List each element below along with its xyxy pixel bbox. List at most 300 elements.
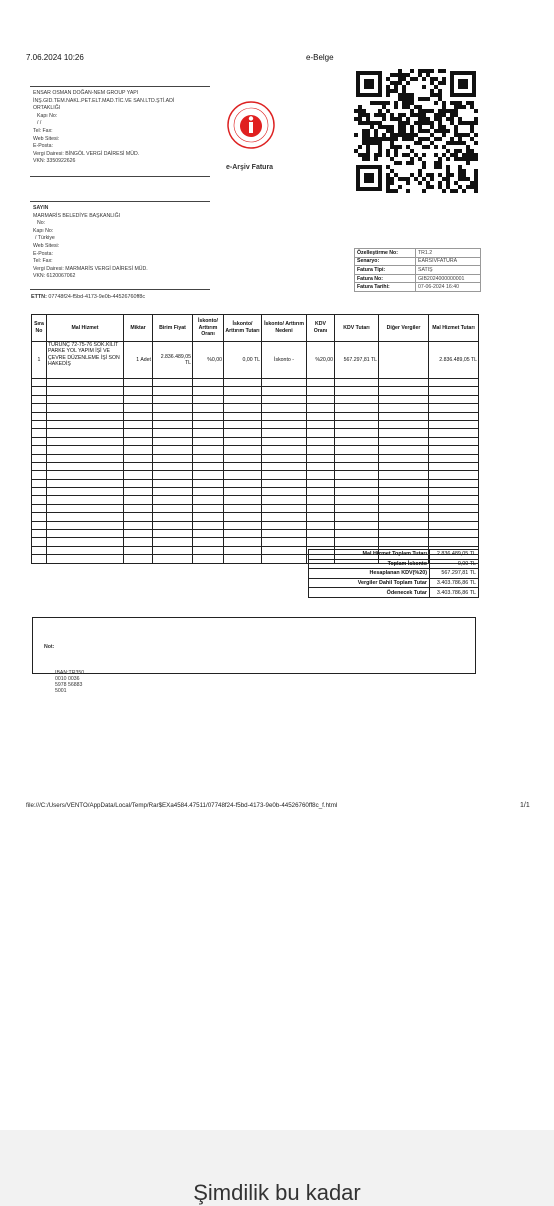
meta-value: SATIŞ xyxy=(416,266,481,275)
empty-table-row xyxy=(32,471,479,479)
empty-cell xyxy=(224,521,262,529)
seller-name-line2: İNŞ.GID.TEM.NAKL.PET.ELT.MAD.TİC.VE SAN.LTD.ŞTİ.ADİ xyxy=(33,97,175,104)
empty-cell xyxy=(379,530,429,538)
empty-cell xyxy=(224,504,262,512)
empty-cell xyxy=(153,420,193,428)
empty-cell xyxy=(429,488,479,496)
totals-key: Toplam İskonto xyxy=(309,559,430,569)
empty-cell xyxy=(47,420,124,428)
col-header-birim-fiyat: Birim Fiyat xyxy=(153,315,193,342)
empty-cell xyxy=(429,462,479,470)
empty-table-row xyxy=(32,429,479,437)
empty-cell xyxy=(124,446,153,454)
seller-eposta: E-Posta: xyxy=(33,143,53,150)
empty-cell xyxy=(32,437,47,445)
cell-birim-fiyat: 2.836.489,05 TL xyxy=(153,342,193,379)
empty-cell xyxy=(379,513,429,521)
empty-cell xyxy=(32,387,47,395)
empty-cell xyxy=(335,479,379,487)
empty-cell xyxy=(124,437,153,445)
empty-cell xyxy=(32,446,47,454)
empty-cell xyxy=(153,412,193,420)
totals-row xyxy=(309,569,479,579)
empty-cell xyxy=(32,471,47,479)
empty-cell xyxy=(335,379,379,387)
empty-cell xyxy=(429,420,479,428)
divider xyxy=(30,176,210,177)
empty-cell xyxy=(262,504,307,512)
empty-cell xyxy=(335,521,379,529)
empty-cell xyxy=(153,446,193,454)
empty-cell xyxy=(193,521,224,529)
empty-cell xyxy=(47,437,124,445)
empty-cell xyxy=(124,555,153,563)
empty-cell xyxy=(224,513,262,521)
empty-cell xyxy=(47,504,124,512)
col-header-diger-vergiler: Diğer Vergiler xyxy=(379,315,429,342)
meta-row xyxy=(355,249,481,258)
empty-cell xyxy=(307,471,335,479)
empty-cell xyxy=(335,488,379,496)
empty-cell xyxy=(153,462,193,470)
empty-cell xyxy=(32,504,47,512)
empty-cell xyxy=(335,429,379,437)
empty-cell xyxy=(47,471,124,479)
empty-cell xyxy=(224,555,262,563)
meta-row xyxy=(355,283,481,292)
empty-cell xyxy=(429,429,479,437)
empty-cell xyxy=(47,395,124,403)
empty-cell xyxy=(153,496,193,504)
empty-cell xyxy=(262,387,307,395)
empty-cell xyxy=(307,404,335,412)
empty-cell xyxy=(124,513,153,521)
cell-sira: 1 xyxy=(32,342,47,379)
empty-cell xyxy=(429,496,479,504)
empty-cell xyxy=(379,446,429,454)
empty-cell xyxy=(32,462,47,470)
totals-row xyxy=(309,578,479,588)
items-table xyxy=(31,314,479,564)
cell-miktar: 1 Adet xyxy=(124,342,153,379)
invoice-meta-table xyxy=(354,248,481,292)
empty-cell xyxy=(262,471,307,479)
empty-cell xyxy=(47,429,124,437)
seller-name-line3: ORTAKLIĞI xyxy=(33,105,61,112)
empty-cell xyxy=(193,412,224,420)
empty-cell xyxy=(224,446,262,454)
empty-cell xyxy=(124,412,153,420)
note-label: Not: xyxy=(44,644,55,650)
empty-cell xyxy=(224,471,262,479)
totals-value: 2.836.489,05 TL xyxy=(430,550,479,560)
empty-cell xyxy=(429,387,479,395)
empty-cell xyxy=(47,555,124,563)
empty-cell xyxy=(429,513,479,521)
seller-info xyxy=(33,90,223,166)
empty-table-row xyxy=(32,513,479,521)
empty-cell xyxy=(335,412,379,420)
divider xyxy=(30,289,210,290)
empty-cell xyxy=(262,530,307,538)
empty-cell xyxy=(32,454,47,462)
seller-vkn: VKN: 3350922626 xyxy=(33,158,76,165)
ettn-value: 07748f24-f5bd-4173-9e0b-44526760ff8c xyxy=(48,294,146,300)
totals-value: 0,00 TL xyxy=(430,559,479,569)
empty-cell xyxy=(32,379,47,387)
empty-cell xyxy=(224,538,262,546)
empty-cell xyxy=(379,479,429,487)
empty-cell xyxy=(307,420,335,428)
empty-cell xyxy=(307,454,335,462)
empty-cell xyxy=(193,404,224,412)
buyer-kapi-no: Kapı No: xyxy=(33,227,54,234)
empty-cell xyxy=(379,387,429,395)
note-box xyxy=(32,617,476,694)
empty-cell xyxy=(153,387,193,395)
empty-table-row xyxy=(32,538,479,546)
divider xyxy=(30,86,210,87)
empty-cell xyxy=(47,530,124,538)
empty-cell xyxy=(153,429,193,437)
empty-cell xyxy=(193,538,224,546)
buyer-vergi-dairesi: Vergi Dairesi: MARMARİS VERGİ DAİRESİ MÜD. xyxy=(33,265,148,272)
empty-cell xyxy=(335,395,379,403)
empty-cell xyxy=(47,412,124,420)
empty-cell xyxy=(307,488,335,496)
empty-cell xyxy=(193,530,224,538)
empty-cell xyxy=(262,446,307,454)
col-header-mal-hizmet: Mal Hizmet xyxy=(47,315,124,342)
empty-cell xyxy=(193,379,224,387)
meta-value: GIB2024000000001 xyxy=(416,274,481,283)
seller-kapi-no: Kapı No: xyxy=(37,112,58,119)
col-header-mal-hizmet-tutari: Mal Hizmet Tutarı xyxy=(429,315,479,342)
empty-cell xyxy=(262,496,307,504)
empty-cell xyxy=(124,504,153,512)
empty-cell xyxy=(379,429,429,437)
empty-cell xyxy=(32,395,47,403)
empty-cell xyxy=(224,530,262,538)
empty-cell xyxy=(262,395,307,403)
empty-cell xyxy=(124,488,153,496)
empty-cell xyxy=(32,530,47,538)
empty-cell xyxy=(429,521,479,529)
cell-iskonto-nedeni: İskonto - xyxy=(262,342,307,379)
empty-cell xyxy=(47,387,124,395)
empty-cell xyxy=(193,488,224,496)
buyer-info xyxy=(33,205,233,281)
empty-cell xyxy=(379,538,429,546)
buyer-sayin: SAYIN xyxy=(33,205,49,211)
empty-cell xyxy=(307,379,335,387)
empty-cell xyxy=(262,513,307,521)
empty-cell xyxy=(47,488,124,496)
empty-cell xyxy=(124,404,153,412)
empty-cell xyxy=(124,538,153,546)
empty-cell xyxy=(262,420,307,428)
empty-cell xyxy=(193,429,224,437)
empty-table-row xyxy=(32,521,479,529)
meta-value: 07-06-2024 16:40 xyxy=(416,283,481,292)
empty-cell xyxy=(262,546,307,554)
empty-cell xyxy=(307,521,335,529)
cell-kdv-tutari: 567.297,81 TL xyxy=(335,342,379,379)
empty-cell xyxy=(335,513,379,521)
empty-cell xyxy=(193,471,224,479)
footer-file-path: file:///C:/Users/VENTO/AppData/Local/Temp/Rar$EXa4584.47511/07748f24-f5bd-4173-9e0b-44526760ff8c_f.html xyxy=(26,802,338,809)
empty-cell xyxy=(224,479,262,487)
empty-cell xyxy=(307,496,335,504)
totals-row xyxy=(309,588,479,598)
empty-cell xyxy=(224,429,262,437)
empty-cell xyxy=(193,462,224,470)
totals-value: 3.403.786,86 TL xyxy=(430,578,479,588)
empty-cell xyxy=(47,462,124,470)
empty-cell xyxy=(32,513,47,521)
divider xyxy=(30,201,210,202)
empty-cell xyxy=(307,504,335,512)
ettn-label: ETTN: xyxy=(31,294,47,300)
empty-cell xyxy=(193,420,224,428)
document-title: e-Belge xyxy=(306,53,334,62)
empty-cell xyxy=(124,429,153,437)
qr-code xyxy=(354,69,478,193)
meta-row xyxy=(355,274,481,283)
empty-table-row xyxy=(32,412,479,420)
buyer-country: / Türkiye xyxy=(35,235,55,242)
empty-cell xyxy=(335,538,379,546)
empty-cell xyxy=(153,437,193,445)
empty-cell xyxy=(224,437,262,445)
empty-cell xyxy=(224,395,262,403)
cell-iskonto-tutari: 0,00 TL xyxy=(224,342,262,379)
empty-cell xyxy=(224,420,262,428)
cell-mal-hizmet: TURUNÇ 72-75-76 SOK.KİLİT PARKE YOL YAPIM İŞİ VE ÇEVRE DÜZENLEME İŞİ SON HAKEDİŞ xyxy=(47,342,124,379)
empty-cell xyxy=(262,462,307,470)
empty-cell xyxy=(32,538,47,546)
empty-cell xyxy=(429,530,479,538)
totals-table xyxy=(308,549,479,598)
empty-cell xyxy=(32,420,47,428)
cell-iskonto-orani: %0,00 xyxy=(193,342,224,379)
empty-cell xyxy=(193,387,224,395)
meta-value: EARSIVFATURA xyxy=(416,257,481,266)
empty-cell xyxy=(224,496,262,504)
empty-cell xyxy=(153,488,193,496)
empty-cell xyxy=(429,412,479,420)
empty-cell xyxy=(262,412,307,420)
empty-cell xyxy=(224,387,262,395)
empty-cell xyxy=(193,555,224,563)
empty-cell xyxy=(224,454,262,462)
empty-table-row xyxy=(32,462,479,470)
meta-key: Fatura Tarihi: xyxy=(355,283,416,292)
empty-cell xyxy=(47,521,124,529)
empty-table-row xyxy=(32,504,479,512)
empty-cell xyxy=(224,462,262,470)
meta-key: Senaryo: xyxy=(355,257,416,266)
empty-cell xyxy=(124,454,153,462)
logo-title: e-Arşiv Fatura xyxy=(226,164,274,171)
empty-cell xyxy=(193,446,224,454)
meta-value: TR1.2 xyxy=(416,249,481,258)
empty-cell xyxy=(193,513,224,521)
empty-cell xyxy=(47,454,124,462)
empty-cell xyxy=(32,521,47,529)
empty-cell xyxy=(307,437,335,445)
empty-cell xyxy=(379,504,429,512)
empty-cell xyxy=(335,496,379,504)
empty-cell xyxy=(153,513,193,521)
empty-cell xyxy=(124,387,153,395)
empty-table-row xyxy=(32,404,479,412)
empty-cell xyxy=(262,437,307,445)
totals-key: Mal Hizmet Toplam Tutarı xyxy=(309,550,430,560)
seller-name-line1: ENSAR OSMAN DOĞAN-NEM GROUP YAPI xyxy=(33,90,139,96)
items-header-row xyxy=(32,315,479,342)
empty-cell xyxy=(32,429,47,437)
empty-cell xyxy=(335,462,379,470)
empty-cell xyxy=(429,395,479,403)
empty-cell xyxy=(193,437,224,445)
empty-cell xyxy=(153,555,193,563)
empty-cell xyxy=(153,395,193,403)
col-header-kdv-orani: KDV Oranı xyxy=(307,315,335,342)
empty-table-row xyxy=(32,437,479,445)
empty-cell xyxy=(379,462,429,470)
empty-cell xyxy=(124,420,153,428)
empty-cell xyxy=(335,530,379,538)
ettn xyxy=(31,294,145,300)
empty-cell xyxy=(262,521,307,529)
col-header-miktar: Miktar xyxy=(124,315,153,342)
empty-cell xyxy=(335,454,379,462)
empty-cell xyxy=(429,446,479,454)
empty-cell xyxy=(262,488,307,496)
empty-cell xyxy=(47,513,124,521)
empty-cell xyxy=(124,471,153,479)
empty-cell xyxy=(32,404,47,412)
note-text: IBAN:TR350 0010 0036 5978 56883 5001 xyxy=(55,670,85,694)
empty-cell xyxy=(47,546,124,554)
empty-cell xyxy=(124,479,153,487)
empty-cell xyxy=(47,496,124,504)
totals-value: 3.403.786,86 TL xyxy=(430,588,479,598)
empty-cell xyxy=(124,530,153,538)
empty-cell xyxy=(153,504,193,512)
empty-cell xyxy=(307,387,335,395)
empty-cell xyxy=(335,387,379,395)
meta-key: Fatura No: xyxy=(355,274,416,283)
empty-cell xyxy=(262,404,307,412)
empty-cell xyxy=(193,546,224,554)
empty-cell xyxy=(224,379,262,387)
empty-cell xyxy=(307,538,335,546)
empty-cell xyxy=(193,504,224,512)
meta-key: Fatura Tipi: xyxy=(355,266,416,275)
empty-cell xyxy=(429,538,479,546)
empty-cell xyxy=(47,379,124,387)
empty-cell xyxy=(124,496,153,504)
table-row xyxy=(32,342,479,379)
empty-cell xyxy=(379,521,429,529)
empty-cell xyxy=(429,471,479,479)
empty-cell xyxy=(379,420,429,428)
empty-cell xyxy=(307,530,335,538)
seller-slash: / / xyxy=(37,120,42,127)
totals-key: Vergiler Dahil Toplam Tutar xyxy=(309,578,430,588)
empty-cell xyxy=(379,437,429,445)
empty-cell xyxy=(124,379,153,387)
note xyxy=(44,644,85,694)
bottom-caption: Şimdilik bu kadar xyxy=(193,1180,361,1205)
col-header-kdv-tutari: KDV Tutarı xyxy=(335,315,379,342)
cell-mal-hizmet-tutari: 2.836.489,05 TL xyxy=(429,342,479,379)
totals-key: Hesaplanan KDV(%20) xyxy=(309,569,430,579)
empty-cell xyxy=(153,404,193,412)
empty-cell xyxy=(47,479,124,487)
gib-logo-icon xyxy=(226,100,276,150)
empty-cell xyxy=(153,454,193,462)
col-header-iskonto-nedeni: İskonto/ Arttırım Nedeni xyxy=(262,315,307,342)
empty-table-row xyxy=(32,395,479,403)
empty-cell xyxy=(224,488,262,496)
empty-cell xyxy=(124,546,153,554)
empty-cell xyxy=(193,496,224,504)
empty-cell xyxy=(124,521,153,529)
empty-table-row xyxy=(32,387,479,395)
empty-cell xyxy=(379,412,429,420)
empty-cell xyxy=(379,454,429,462)
empty-cell xyxy=(262,454,307,462)
col-header-iskonto-orani: İskonto/ Arttırım Oranı xyxy=(193,315,224,342)
empty-cell xyxy=(379,395,429,403)
totals-row xyxy=(309,559,479,569)
empty-table-row xyxy=(32,496,479,504)
empty-cell xyxy=(153,530,193,538)
empty-table-row xyxy=(32,479,479,487)
print-datetime: 7.06.2024 10:26 xyxy=(26,53,84,62)
empty-cell xyxy=(429,379,479,387)
col-header-sira: Sıra No xyxy=(32,315,47,342)
empty-cell xyxy=(429,437,479,445)
empty-cell xyxy=(335,504,379,512)
empty-cell xyxy=(153,471,193,479)
empty-cell xyxy=(262,429,307,437)
empty-cell xyxy=(379,379,429,387)
empty-table-row xyxy=(32,530,479,538)
empty-cell xyxy=(307,513,335,521)
empty-cell xyxy=(307,395,335,403)
empty-cell xyxy=(32,546,47,554)
empty-cell xyxy=(379,471,429,479)
empty-cell xyxy=(124,462,153,470)
totals-row xyxy=(309,550,479,560)
meta-row xyxy=(355,257,481,266)
empty-cell xyxy=(379,404,429,412)
empty-table-row xyxy=(32,379,479,387)
empty-cell xyxy=(47,538,124,546)
empty-cell xyxy=(153,538,193,546)
empty-cell xyxy=(262,555,307,563)
empty-cell xyxy=(224,404,262,412)
empty-cell xyxy=(224,546,262,554)
empty-cell xyxy=(262,479,307,487)
empty-cell xyxy=(307,479,335,487)
totals-key: Ödenecek Tutar xyxy=(309,588,430,598)
empty-cell xyxy=(379,496,429,504)
